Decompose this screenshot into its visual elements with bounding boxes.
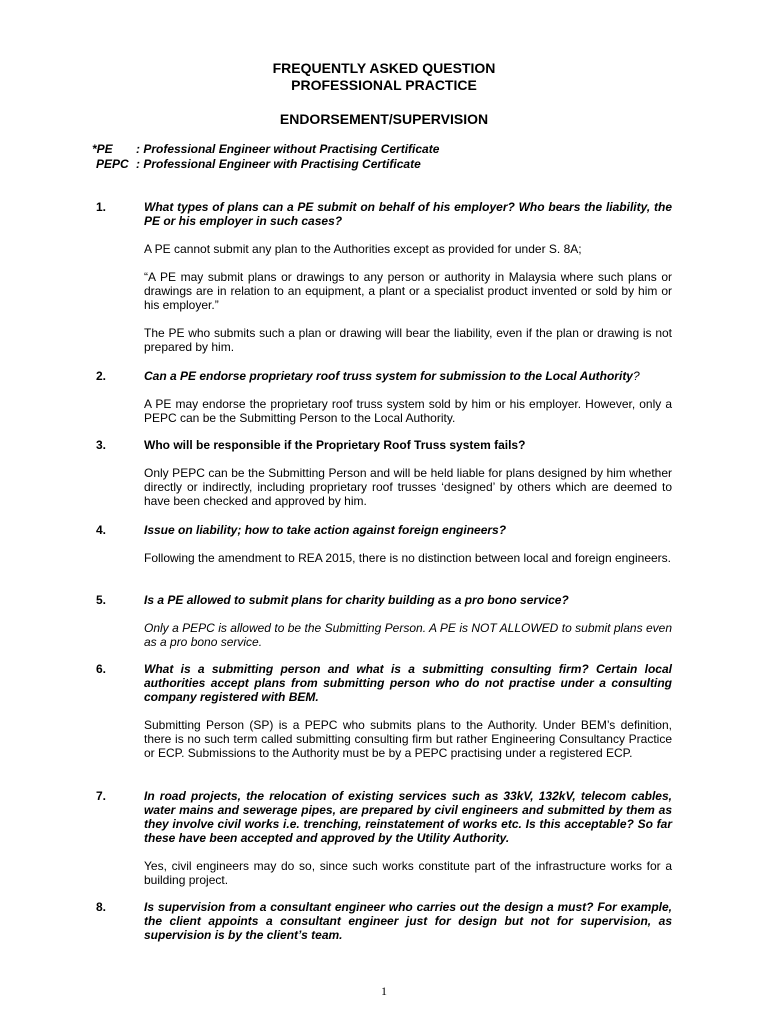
faq-item-5 [96, 593, 672, 649]
question-text: What types of plans can a PE submit on behalf of his employer? Who bears the liability, the PE or his employer in such cases? [144, 200, 672, 228]
faq-item-1 [96, 200, 672, 354]
answer-paragraph: The PE who submits such a plan or drawing will bear the liability, even if the plan or drawing is not prepared by him. [144, 326, 672, 354]
answer-paragraph: A PE cannot submit any plan to the Authorities except as provided for under S. 8A; [144, 242, 582, 256]
definition-text: : Professional Engineer with Practising Certificate [136, 157, 421, 171]
faq-item-3 [96, 438, 672, 508]
question-text: Is a PE allowed to submit plans for charity building as a pro bono service? [144, 593, 569, 607]
question-number: 7. [96, 789, 107, 803]
question-number: 4. [96, 523, 107, 537]
faq-item-2 [96, 369, 672, 425]
faq-item-6 [96, 662, 672, 760]
doc-title-line1: FREQUENTLY ASKED QUESTION [272, 60, 496, 76]
question-number: 5. [96, 593, 107, 607]
question-text: Can a PE endorse proprietary roof truss system for submission to the Local Authority? [144, 369, 640, 383]
definition-abbr: *PE [92, 142, 113, 156]
answer-paragraph: Yes, civil engineers may do so, since such works constitute part of the infrastructure works for a building project. [144, 859, 672, 887]
page-number: 1 [381, 984, 387, 998]
definition-abbr: PEPC [96, 157, 129, 171]
definition-text: : Professional Engineer without Practising Certificate [136, 142, 440, 156]
answer-quote: “A PE may submit plans or drawings to any person or authority in Malaysia where such plans or drawings are in relation to an equipment, a plant or a specialist product invented or sold by him or his employer.” [144, 270, 672, 312]
question-text: Is supervision from a consultant engineer who carries out the design a must? For example, the client appoints a consultant engineer just for design but not for supervision, as supervision is by the client’s team. [144, 900, 672, 942]
answer-paragraph: Only PEPC can be the Submitting Person and will be held liable for plans designed by him whether directly or indirectly, including proprietary roof trusses ‘designed’ by others which are deemed to have been checked and approved by him. [144, 466, 672, 508]
section-title: ENDORSEMENT/SUPERVISION [279, 111, 489, 127]
answer-paragraph: A PE may endorse the proprietary roof truss system sold by him or his employer. However, only a PEPC can be the Submitting Person to the Local Authority. [144, 397, 672, 425]
answer-paragraph: Only a PEPC is allowed to be the Submitting Person. A PE is NOT ALLOWED to submit plans even as a pro bono service. [144, 621, 672, 649]
question-number: 6. [96, 662, 107, 676]
definition-pepc [92, 157, 439, 172]
question-number: 1. [96, 200, 107, 214]
doc-title-line2: PROFESSIONAL PRACTICE [291, 77, 477, 93]
answer-paragraph: Following the amendment to REA 2015, there is no distinction between local and foreign engineers. [144, 551, 671, 565]
question-number: 3. [96, 438, 107, 452]
question-number: 8. [96, 900, 107, 914]
definition-pe [92, 142, 439, 157]
answer-paragraph: Submitting Person (SP) is a PEPC who submits plans to the Authority. Under BEM’s definition, there is no such term called submitting consulting firm but rather Engineering Consultancy Practice or ECP. Submissions to the Authority must be by a PEPC practising under a registered ECP. [144, 718, 672, 760]
question-text: Issue on liability; how to take action against foreign engineers? [144, 523, 507, 537]
faq-item-7 [96, 789, 672, 887]
faq-item-4 [96, 523, 672, 565]
question-text: What is a submitting person and what is a submitting consulting firm? Certain local authorities accept plans from submitting person who do not practise under a consulting company registered with BEM. [144, 662, 672, 704]
question-text: Who will be responsible if the Proprietary Roof Truss system fails? [144, 438, 526, 452]
question-text: In road projects, the relocation of existing services such as 33kV, 132kV, telecom cables, water mains and sewerage pipes, are prepared by civil engineers and submitted by them as they involve civil works i.e. trenching, reinstatement of works etc. Is this acceptable? So far these have been accepted and approved by the Utility Authority. [144, 789, 672, 845]
question-number: 2. [96, 369, 107, 383]
definitions [92, 142, 439, 172]
faq-item-8 [96, 900, 672, 942]
